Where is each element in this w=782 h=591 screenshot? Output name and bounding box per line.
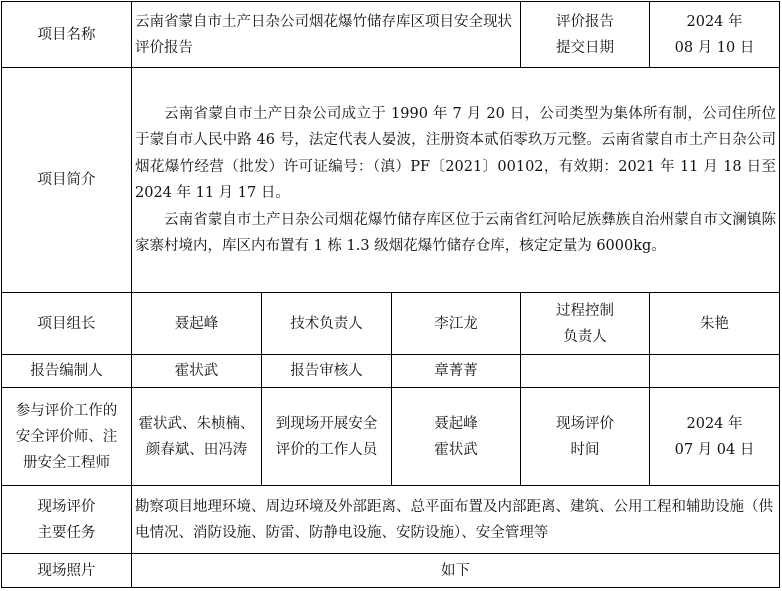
process-control-value: 朱艳 bbox=[650, 293, 780, 355]
report-reviewer-value: 章菁菁 bbox=[392, 355, 521, 388]
site-photos-label: 现场照片 bbox=[2, 554, 132, 588]
empty-cell bbox=[521, 355, 650, 388]
project-name-value: 云南省蒙自市土产日杂公司烟花爆竹储存库区项目安全现状评价报告 bbox=[132, 2, 521, 68]
tech-lead-label: 技术负责人 bbox=[262, 293, 392, 355]
tech-lead-value: 李江龙 bbox=[392, 293, 521, 355]
report-reviewer-label: 报告审核人 bbox=[262, 355, 392, 388]
site-photos-value: 如下 bbox=[132, 554, 780, 588]
author-reviewer-row bbox=[2, 355, 780, 388]
empty-cell bbox=[650, 355, 780, 388]
main-tasks-label: 现场评价 主要任务 bbox=[2, 486, 132, 554]
evaluators-label: 参与评价工作的 安全评价师、注 册安全工程师 bbox=[2, 388, 132, 486]
process-control-label: 过程控制 负责人 bbox=[521, 293, 650, 355]
evaluators-row bbox=[2, 388, 780, 486]
main-tasks-text: 勘察项目地理环境、周边环境及外部距离、总平面布置及内部距离、建筑、公用工程和辅助设施（供电情况、消防设施、防雷、防静电设施、安防设施）、安全管理等 bbox=[132, 486, 780, 554]
intro-paragraph-company: 云南省蒙自市土产日杂公司成立于 1990 年 7 月 20 日，公司类型为集体所有制，公司住所位于蒙自市人民中路 46 号，法定代表人晏波，注册资本贰佰零玖万元整。云南省蒙自市土产日杂公司烟花爆竹经营（批发）许可证编号：（滇）PF〔2021〕00102，有效期：2021 年 11 月 18 日至 2024 年 11 月 17 日。 bbox=[135, 105, 777, 201]
submit-date-value: 2024 年 08 月 10 日 bbox=[650, 2, 780, 68]
team-leaders-row bbox=[2, 293, 780, 355]
project-name-label: 项目名称 bbox=[2, 2, 132, 68]
submit-date-label: 评价报告 提交日期 bbox=[521, 2, 650, 68]
project-leader-value: 聂起峰 bbox=[132, 293, 262, 355]
project-intro-body bbox=[132, 68, 780, 293]
project-name-row bbox=[2, 2, 780, 68]
intro-paragraph-storage: 云南省蒙自市土产日杂公司烟花爆竹储存库区位于云南省红河哈尼族彝族自治州蒙自市文澜镇陈家寨村境内，库区内布置有 1 栋 1.3 级烟花爆竹储存仓库，核定定量为 6000kg。 bbox=[135, 211, 777, 254]
project-intro-label: 项目简介 bbox=[2, 68, 132, 293]
evaluators-names: 霍状武、朱桢楠、 颜春斌、田冯涛 bbox=[132, 388, 262, 486]
project-leader-label: 项目组长 bbox=[2, 293, 132, 355]
project-intro-row bbox=[2, 68, 780, 293]
report-author-label: 报告编制人 bbox=[2, 355, 132, 388]
onsite-time-label: 现场评价 时间 bbox=[521, 388, 650, 486]
project-info-table bbox=[1, 1, 780, 588]
main-tasks-row bbox=[2, 486, 780, 554]
onsite-staff-label: 到现场开展安全 评价的工作人员 bbox=[262, 388, 392, 486]
onsite-staff-names: 聂起峰 霍状武 bbox=[392, 388, 521, 486]
site-photos-row bbox=[2, 554, 780, 588]
onsite-time-value: 2024 年 07 月 04 日 bbox=[650, 388, 780, 486]
report-author-value: 霍状武 bbox=[132, 355, 262, 388]
